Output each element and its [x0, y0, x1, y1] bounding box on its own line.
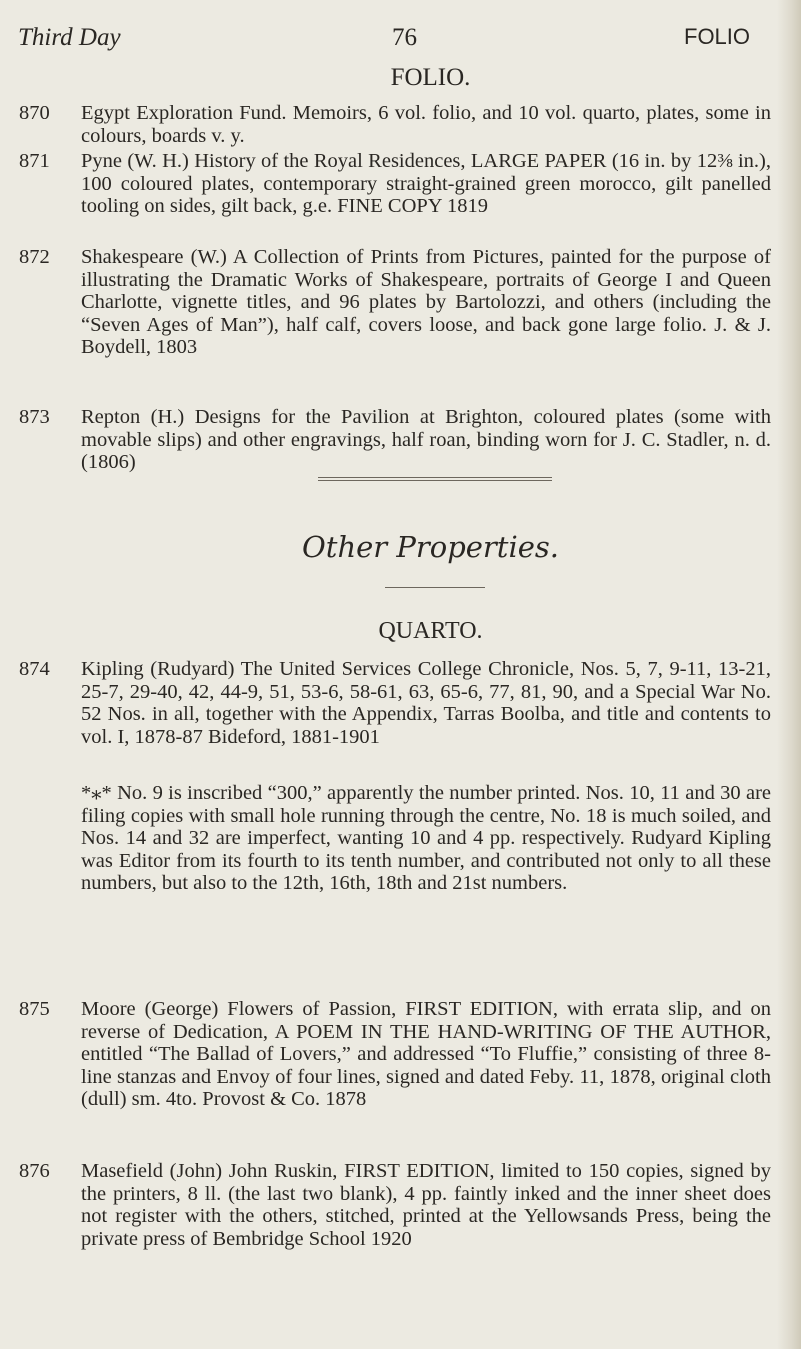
lot-number: 873 [19, 406, 50, 428]
section-heading-quarto: QUARTO. [378, 618, 483, 644]
section-heading-other-properties: Other Properties. [302, 530, 559, 564]
lot-number: 872 [19, 246, 50, 268]
lot-description: Moore (George) Flowers of Passion, FIRST EDITION, with errata slip, and on reverse of Dedication, A POEM IN THE HAND-WRITING OF THE AUTHOR, entitled “The Ballad of Lovers,” and addressed “To Fluffie,” consisting of three 8-line stanzas and Envoy of four lines, signed and dated Feby. 11, 1878, original cloth (dull) sm. 4to. Provost & Co. 1878 [81, 998, 771, 1111]
lot-description: Egypt Exploration Fund. Memoirs, 6 vol. folio, and 10 vol. quarto, plates, some in colours, boards v. y. [81, 102, 771, 147]
divider-rule [318, 477, 552, 478]
divider-rule [385, 587, 485, 588]
lot-number: 871 [19, 150, 50, 172]
section-heading-folio: FOLIO. [390, 64, 471, 91]
lot-note-text: *⁎* No. 9 is inscribed “300,” apparently the number printed. Nos. 10, 11 and 30 are filing copies with small hole running through the centre, No. 18 is much soiled, and Nos. 14 and 32 are imperfect, wanting 10 and 4 pp. respectively. Rudyard Kipling was Editor from its fourth to its tenth number, and contributed not only to all these numbers, but also to the 12th, 16th, 18th and 21st numbers. [81, 782, 771, 895]
lot-number: 875 [19, 998, 50, 1020]
lot-number: 870 [19, 102, 50, 124]
page-edge-shadow [777, 0, 801, 1349]
lot-description: Kipling (Rudyard) The United Services College Chronicle, Nos. 5, 7, 9-11, 13-21, 25-7, 29-40, 42, 44-9, 51, 53-6, 58-61, 63, 65-6, 77, 81, 90, and a Special War No. 52 Nos. in all, together with the Appendix, Tarras Boolba, and title and contents to vol. I, 1878-87 Bideford, 1881-1901 [81, 658, 771, 748]
lot-description: Masefield (John) John Ruskin, FIRST EDITION, limited to 150 copies, signed by the printers, 8 ll. (the last two blank), 4 pp. faintly inked and the inner sheet does not register with the others, stitched, printed at the Yellowsands Press, being the private press of Bembridge School 1920 [81, 1160, 771, 1250]
lot-description: Repton (H.) Designs for the Pavilion at Brighton, coloured plates (some with movable slips) and other engravings, half roan, binding worn for J. C. Stadler, n. d. (1806) [81, 406, 771, 474]
divider-rule [318, 480, 552, 481]
lot-number: 876 [19, 1160, 50, 1182]
lot-description: Shakespeare (W.) A Collection of Prints from Pictures, painted for the purpose of illustrating the Dramatic Works of Shakespeare, portraits of George I and Queen Charlotte, vignette titles, and 96 plates by Bartolozzi, and others (including the “Seven Ages of Man”), half calf, covers loose, and back gone large folio. J. & J. Boydell, 1803 [81, 246, 771, 359]
lot-description: Pyne (W. H.) History of the Royal Residences, LARGE PAPER (16 in. by 12⅜ in.), 100 coloured plates, contemporary straight-grained green morocco, gilt panelled tooling on sides, gilt back, g.e. FINE COPY 1819 [81, 150, 771, 218]
running-head-right: FOLIO [684, 24, 751, 49]
page-number: 76 [392, 24, 417, 51]
lot-number: 874 [19, 658, 50, 680]
running-head-left: Third Day [18, 24, 121, 51]
